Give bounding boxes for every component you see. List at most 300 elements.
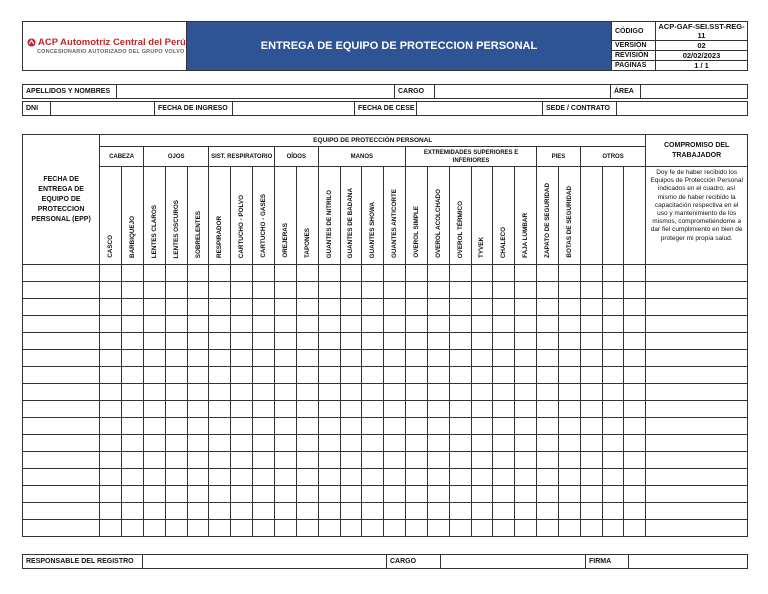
epp-check-cell[interactable]: [515, 384, 537, 401]
epp-check-cell[interactable]: [493, 452, 515, 469]
epp-check-cell[interactable]: [493, 299, 515, 316]
epp-check-cell[interactable]: [340, 486, 362, 503]
epp-check-cell[interactable]: [580, 299, 602, 316]
epp-check-cell[interactable]: [143, 520, 165, 537]
responsable-field[interactable]: [143, 555, 387, 569]
epp-check-cell[interactable]: [558, 486, 580, 503]
epp-check-cell[interactable]: [515, 350, 537, 367]
epp-check-cell[interactable]: [449, 418, 471, 435]
epp-check-cell[interactable]: [602, 299, 624, 316]
epp-check-cell[interactable]: [471, 350, 493, 367]
epp-check-cell[interactable]: [274, 503, 296, 520]
epp-check-cell[interactable]: [187, 350, 209, 367]
epp-check-cell[interactable]: [624, 469, 646, 486]
epp-check-cell[interactable]: [471, 503, 493, 520]
epp-check-cell[interactable]: [624, 333, 646, 350]
epp-check-cell[interactable]: [143, 299, 165, 316]
epp-check-cell[interactable]: [515, 333, 537, 350]
signature-cell[interactable]: [646, 265, 748, 282]
epp-check-cell[interactable]: [209, 333, 231, 350]
epp-check-cell[interactable]: [558, 452, 580, 469]
epp-check-cell[interactable]: [165, 282, 187, 299]
epp-check-cell[interactable]: [515, 299, 537, 316]
epp-check-cell[interactable]: [406, 316, 428, 333]
delivery-date-cell[interactable]: [23, 299, 100, 316]
epp-check-cell[interactable]: [253, 418, 275, 435]
epp-check-cell[interactable]: [537, 469, 559, 486]
epp-check-cell[interactable]: [493, 401, 515, 418]
epp-check-cell[interactable]: [318, 401, 340, 418]
delivery-date-cell[interactable]: [23, 520, 100, 537]
epp-check-cell[interactable]: [493, 350, 515, 367]
epp-check-cell[interactable]: [449, 282, 471, 299]
epp-check-cell[interactable]: [449, 435, 471, 452]
epp-check-cell[interactable]: [515, 452, 537, 469]
epp-check-cell[interactable]: [296, 435, 318, 452]
signature-cell[interactable]: [646, 350, 748, 367]
epp-check-cell[interactable]: [122, 401, 144, 418]
epp-check-cell[interactable]: [602, 469, 624, 486]
epp-check-cell[interactable]: [122, 435, 144, 452]
epp-check-cell[interactable]: [493, 469, 515, 486]
epp-check-cell[interactable]: [537, 384, 559, 401]
epp-check-cell[interactable]: [187, 486, 209, 503]
epp-check-cell[interactable]: [602, 333, 624, 350]
signature-cell[interactable]: [646, 333, 748, 350]
epp-check-cell[interactable]: [274, 452, 296, 469]
epp-check-cell[interactable]: [384, 384, 406, 401]
epp-check-cell[interactable]: [209, 367, 231, 384]
epp-check-cell[interactable]: [274, 333, 296, 350]
epp-check-cell[interactable]: [165, 469, 187, 486]
signature-cell[interactable]: [646, 384, 748, 401]
epp-check-cell[interactable]: [231, 486, 253, 503]
epp-check-cell[interactable]: [384, 452, 406, 469]
epp-check-cell[interactable]: [449, 469, 471, 486]
epp-check-cell[interactable]: [362, 384, 384, 401]
delivery-date-cell[interactable]: [23, 265, 100, 282]
epp-check-cell[interactable]: [471, 384, 493, 401]
epp-check-cell[interactable]: [143, 503, 165, 520]
epp-check-cell[interactable]: [122, 316, 144, 333]
signature-cell[interactable]: [646, 401, 748, 418]
area-field[interactable]: [641, 85, 748, 99]
epp-check-cell[interactable]: [100, 316, 122, 333]
epp-check-cell[interactable]: [296, 367, 318, 384]
epp-check-cell[interactable]: [362, 299, 384, 316]
epp-check-cell[interactable]: [253, 316, 275, 333]
epp-check-cell[interactable]: [580, 469, 602, 486]
epp-check-cell[interactable]: [165, 435, 187, 452]
epp-check-cell[interactable]: [493, 384, 515, 401]
epp-check-cell[interactable]: [362, 503, 384, 520]
epp-check-cell[interactable]: [427, 503, 449, 520]
epp-check-cell[interactable]: [209, 384, 231, 401]
epp-check-cell[interactable]: [427, 435, 449, 452]
epp-check-cell[interactable]: [537, 452, 559, 469]
epp-check-cell[interactable]: [231, 469, 253, 486]
epp-check-cell[interactable]: [537, 486, 559, 503]
epp-check-cell[interactable]: [253, 384, 275, 401]
epp-check-cell[interactable]: [231, 299, 253, 316]
epp-check-cell[interactable]: [296, 486, 318, 503]
epp-check-cell[interactable]: [449, 401, 471, 418]
epp-check-cell[interactable]: [231, 282, 253, 299]
epp-check-cell[interactable]: [515, 316, 537, 333]
epp-check-cell[interactable]: [165, 401, 187, 418]
epp-check-cell[interactable]: [231, 367, 253, 384]
epp-check-cell[interactable]: [624, 503, 646, 520]
delivery-date-cell[interactable]: [23, 503, 100, 520]
epp-check-cell[interactable]: [558, 350, 580, 367]
epp-check-cell[interactable]: [318, 469, 340, 486]
epp-check-cell[interactable]: [209, 401, 231, 418]
epp-check-cell[interactable]: [580, 418, 602, 435]
signature-cell[interactable]: [646, 469, 748, 486]
epp-check-cell[interactable]: [558, 469, 580, 486]
epp-check-cell[interactable]: [427, 469, 449, 486]
epp-check-cell[interactable]: [340, 469, 362, 486]
epp-check-cell[interactable]: [187, 384, 209, 401]
epp-check-cell[interactable]: [253, 469, 275, 486]
epp-check-cell[interactable]: [340, 503, 362, 520]
epp-check-cell[interactable]: [318, 350, 340, 367]
ingreso-field[interactable]: [233, 102, 355, 116]
epp-check-cell[interactable]: [449, 367, 471, 384]
epp-check-cell[interactable]: [384, 350, 406, 367]
epp-check-cell[interactable]: [449, 333, 471, 350]
epp-check-cell[interactable]: [624, 452, 646, 469]
epp-check-cell[interactable]: [537, 520, 559, 537]
epp-check-cell[interactable]: [209, 503, 231, 520]
epp-check-cell[interactable]: [449, 520, 471, 537]
epp-check-cell[interactable]: [100, 452, 122, 469]
epp-check-cell[interactable]: [253, 367, 275, 384]
epp-check-cell[interactable]: [427, 350, 449, 367]
epp-check-cell[interactable]: [537, 401, 559, 418]
epp-check-cell[interactable]: [558, 299, 580, 316]
signature-cell[interactable]: [646, 452, 748, 469]
epp-check-cell[interactable]: [427, 401, 449, 418]
epp-check-cell[interactable]: [427, 333, 449, 350]
epp-check-cell[interactable]: [515, 486, 537, 503]
epp-check-cell[interactable]: [449, 486, 471, 503]
epp-check-cell[interactable]: [580, 265, 602, 282]
signature-cell[interactable]: [646, 367, 748, 384]
epp-check-cell[interactable]: [384, 520, 406, 537]
epp-check-cell[interactable]: [274, 435, 296, 452]
epp-check-cell[interactable]: [165, 486, 187, 503]
epp-check-cell[interactable]: [187, 333, 209, 350]
epp-check-cell[interactable]: [143, 316, 165, 333]
epp-check-cell[interactable]: [231, 350, 253, 367]
epp-check-cell[interactable]: [253, 350, 275, 367]
epp-check-cell[interactable]: [165, 333, 187, 350]
epp-check-cell[interactable]: [362, 265, 384, 282]
epp-check-cell[interactable]: [427, 384, 449, 401]
epp-check-cell[interactable]: [209, 265, 231, 282]
epp-check-cell[interactable]: [274, 469, 296, 486]
epp-check-cell[interactable]: [427, 520, 449, 537]
epp-check-cell[interactable]: [406, 520, 428, 537]
epp-check-cell[interactable]: [580, 452, 602, 469]
epp-check-cell[interactable]: [122, 418, 144, 435]
epp-check-cell[interactable]: [493, 418, 515, 435]
epp-check-cell[interactable]: [209, 486, 231, 503]
epp-check-cell[interactable]: [274, 265, 296, 282]
epp-check-cell[interactable]: [602, 401, 624, 418]
epp-check-cell[interactable]: [384, 316, 406, 333]
cargo-field[interactable]: [435, 85, 611, 99]
epp-check-cell[interactable]: [296, 520, 318, 537]
epp-check-cell[interactable]: [296, 418, 318, 435]
epp-check-cell[interactable]: [537, 367, 559, 384]
delivery-date-cell[interactable]: [23, 367, 100, 384]
epp-check-cell[interactable]: [122, 367, 144, 384]
epp-check-cell[interactable]: [362, 418, 384, 435]
epp-check-cell[interactable]: [558, 401, 580, 418]
epp-check-cell[interactable]: [427, 418, 449, 435]
epp-check-cell[interactable]: [209, 316, 231, 333]
epp-check-cell[interactable]: [471, 299, 493, 316]
epp-check-cell[interactable]: [427, 367, 449, 384]
epp-check-cell[interactable]: [100, 520, 122, 537]
epp-check-cell[interactable]: [122, 265, 144, 282]
epp-check-cell[interactable]: [274, 401, 296, 418]
epp-check-cell[interactable]: [340, 299, 362, 316]
epp-check-cell[interactable]: [602, 418, 624, 435]
epp-check-cell[interactable]: [187, 503, 209, 520]
epp-check-cell[interactable]: [340, 401, 362, 418]
epp-check-cell[interactable]: [143, 282, 165, 299]
epp-check-cell[interactable]: [602, 384, 624, 401]
epp-check-cell[interactable]: [493, 520, 515, 537]
epp-check-cell[interactable]: [384, 469, 406, 486]
epp-check-cell[interactable]: [253, 401, 275, 418]
epp-check-cell[interactable]: [274, 350, 296, 367]
epp-check-cell[interactable]: [100, 435, 122, 452]
epp-check-cell[interactable]: [537, 299, 559, 316]
epp-check-cell[interactable]: [493, 486, 515, 503]
epp-check-cell[interactable]: [187, 435, 209, 452]
epp-check-cell[interactable]: [318, 333, 340, 350]
epp-check-cell[interactable]: [143, 384, 165, 401]
signature-cell[interactable]: [646, 503, 748, 520]
epp-check-cell[interactable]: [340, 520, 362, 537]
epp-check-cell[interactable]: [318, 316, 340, 333]
epp-check-cell[interactable]: [274, 316, 296, 333]
epp-check-cell[interactable]: [558, 265, 580, 282]
epp-check-cell[interactable]: [537, 333, 559, 350]
epp-check-cell[interactable]: [165, 316, 187, 333]
epp-check-cell[interactable]: [122, 384, 144, 401]
epp-check-cell[interactable]: [384, 367, 406, 384]
epp-check-cell[interactable]: [624, 486, 646, 503]
epp-check-cell[interactable]: [406, 486, 428, 503]
epp-check-cell[interactable]: [340, 452, 362, 469]
delivery-date-cell[interactable]: [23, 486, 100, 503]
epp-check-cell[interactable]: [515, 367, 537, 384]
epp-check-cell[interactable]: [406, 299, 428, 316]
epp-check-cell[interactable]: [362, 282, 384, 299]
epp-check-cell[interactable]: [100, 367, 122, 384]
epp-check-cell[interactable]: [406, 469, 428, 486]
epp-check-cell[interactable]: [515, 435, 537, 452]
footer-cargo-field[interactable]: [441, 555, 586, 569]
epp-check-cell[interactable]: [427, 452, 449, 469]
epp-check-cell[interactable]: [100, 333, 122, 350]
epp-check-cell[interactable]: [558, 503, 580, 520]
epp-check-cell[interactable]: [100, 265, 122, 282]
epp-check-cell[interactable]: [274, 282, 296, 299]
epp-check-cell[interactable]: [384, 282, 406, 299]
epp-check-cell[interactable]: [624, 520, 646, 537]
epp-check-cell[interactable]: [471, 418, 493, 435]
epp-check-cell[interactable]: [122, 520, 144, 537]
dni-field[interactable]: [51, 102, 155, 116]
epp-check-cell[interactable]: [187, 520, 209, 537]
epp-check-cell[interactable]: [362, 367, 384, 384]
epp-check-cell[interactable]: [274, 384, 296, 401]
epp-check-cell[interactable]: [537, 350, 559, 367]
epp-check-cell[interactable]: [427, 282, 449, 299]
signature-cell[interactable]: [646, 316, 748, 333]
epp-check-cell[interactable]: [100, 418, 122, 435]
epp-check-cell[interactable]: [253, 265, 275, 282]
epp-check-cell[interactable]: [187, 316, 209, 333]
delivery-date-cell[interactable]: [23, 333, 100, 350]
epp-check-cell[interactable]: [449, 299, 471, 316]
epp-check-cell[interactable]: [558, 384, 580, 401]
epp-check-cell[interactable]: [209, 452, 231, 469]
epp-check-cell[interactable]: [318, 503, 340, 520]
epp-check-cell[interactable]: [165, 503, 187, 520]
epp-check-cell[interactable]: [296, 316, 318, 333]
epp-check-cell[interactable]: [296, 503, 318, 520]
delivery-date-cell[interactable]: [23, 316, 100, 333]
epp-check-cell[interactable]: [471, 452, 493, 469]
epp-check-cell[interactable]: [580, 333, 602, 350]
epp-check-cell[interactable]: [493, 367, 515, 384]
epp-check-cell[interactable]: [340, 350, 362, 367]
epp-check-cell[interactable]: [296, 299, 318, 316]
epp-check-cell[interactable]: [406, 503, 428, 520]
delivery-date-cell[interactable]: [23, 350, 100, 367]
epp-check-cell[interactable]: [362, 350, 384, 367]
epp-check-cell[interactable]: [165, 520, 187, 537]
epp-check-cell[interactable]: [384, 503, 406, 520]
delivery-date-cell[interactable]: [23, 452, 100, 469]
epp-check-cell[interactable]: [318, 299, 340, 316]
epp-check-cell[interactable]: [384, 265, 406, 282]
epp-check-cell[interactable]: [515, 503, 537, 520]
signature-cell[interactable]: [646, 282, 748, 299]
epp-check-cell[interactable]: [580, 401, 602, 418]
epp-check-cell[interactable]: [558, 418, 580, 435]
epp-check-cell[interactable]: [449, 265, 471, 282]
epp-check-cell[interactable]: [624, 299, 646, 316]
epp-check-cell[interactable]: [165, 299, 187, 316]
signature-cell[interactable]: [646, 486, 748, 503]
epp-check-cell[interactable]: [449, 503, 471, 520]
epp-check-cell[interactable]: [406, 401, 428, 418]
epp-check-cell[interactable]: [231, 520, 253, 537]
epp-check-cell[interactable]: [624, 367, 646, 384]
signature-cell[interactable]: [646, 299, 748, 316]
names-field[interactable]: [117, 85, 395, 99]
signature-cell[interactable]: [646, 520, 748, 537]
epp-check-cell[interactable]: [515, 469, 537, 486]
epp-check-cell[interactable]: [231, 435, 253, 452]
epp-check-cell[interactable]: [602, 435, 624, 452]
delivery-date-cell[interactable]: [23, 418, 100, 435]
epp-check-cell[interactable]: [318, 384, 340, 401]
epp-check-cell[interactable]: [537, 503, 559, 520]
epp-check-cell[interactable]: [209, 469, 231, 486]
epp-check-cell[interactable]: [340, 367, 362, 384]
epp-check-cell[interactable]: [340, 265, 362, 282]
epp-check-cell[interactable]: [427, 486, 449, 503]
epp-check-cell[interactable]: [362, 316, 384, 333]
epp-check-cell[interactable]: [580, 350, 602, 367]
delivery-date-cell[interactable]: [23, 469, 100, 486]
epp-check-cell[interactable]: [580, 503, 602, 520]
epp-check-cell[interactable]: [362, 401, 384, 418]
epp-check-cell[interactable]: [187, 401, 209, 418]
epp-check-cell[interactable]: [624, 350, 646, 367]
epp-check-cell[interactable]: [122, 299, 144, 316]
epp-check-cell[interactable]: [406, 418, 428, 435]
epp-check-cell[interactable]: [231, 384, 253, 401]
epp-check-cell[interactable]: [362, 469, 384, 486]
epp-check-cell[interactable]: [471, 265, 493, 282]
epp-check-cell[interactable]: [580, 316, 602, 333]
delivery-date-cell[interactable]: [23, 401, 100, 418]
sede-field[interactable]: [617, 102, 748, 116]
epp-check-cell[interactable]: [471, 401, 493, 418]
epp-check-cell[interactable]: [318, 452, 340, 469]
epp-check-cell[interactable]: [100, 350, 122, 367]
epp-check-cell[interactable]: [624, 418, 646, 435]
epp-check-cell[interactable]: [253, 486, 275, 503]
epp-check-cell[interactable]: [580, 384, 602, 401]
epp-check-cell[interactable]: [602, 282, 624, 299]
epp-check-cell[interactable]: [296, 350, 318, 367]
epp-check-cell[interactable]: [100, 486, 122, 503]
epp-check-cell[interactable]: [340, 435, 362, 452]
epp-check-cell[interactable]: [100, 469, 122, 486]
epp-check-cell[interactable]: [537, 435, 559, 452]
epp-check-cell[interactable]: [143, 452, 165, 469]
epp-check-cell[interactable]: [493, 435, 515, 452]
epp-check-cell[interactable]: [143, 367, 165, 384]
epp-check-cell[interactable]: [318, 486, 340, 503]
epp-check-cell[interactable]: [515, 282, 537, 299]
epp-check-cell[interactable]: [318, 520, 340, 537]
epp-check-cell[interactable]: [340, 282, 362, 299]
epp-check-cell[interactable]: [100, 401, 122, 418]
epp-check-cell[interactable]: [537, 282, 559, 299]
epp-check-cell[interactable]: [100, 503, 122, 520]
epp-check-cell[interactable]: [580, 486, 602, 503]
epp-check-cell[interactable]: [187, 452, 209, 469]
epp-check-cell[interactable]: [231, 418, 253, 435]
epp-check-cell[interactable]: [318, 367, 340, 384]
epp-check-cell[interactable]: [602, 350, 624, 367]
epp-check-cell[interactable]: [384, 418, 406, 435]
epp-check-cell[interactable]: [449, 316, 471, 333]
epp-check-cell[interactable]: [515, 418, 537, 435]
